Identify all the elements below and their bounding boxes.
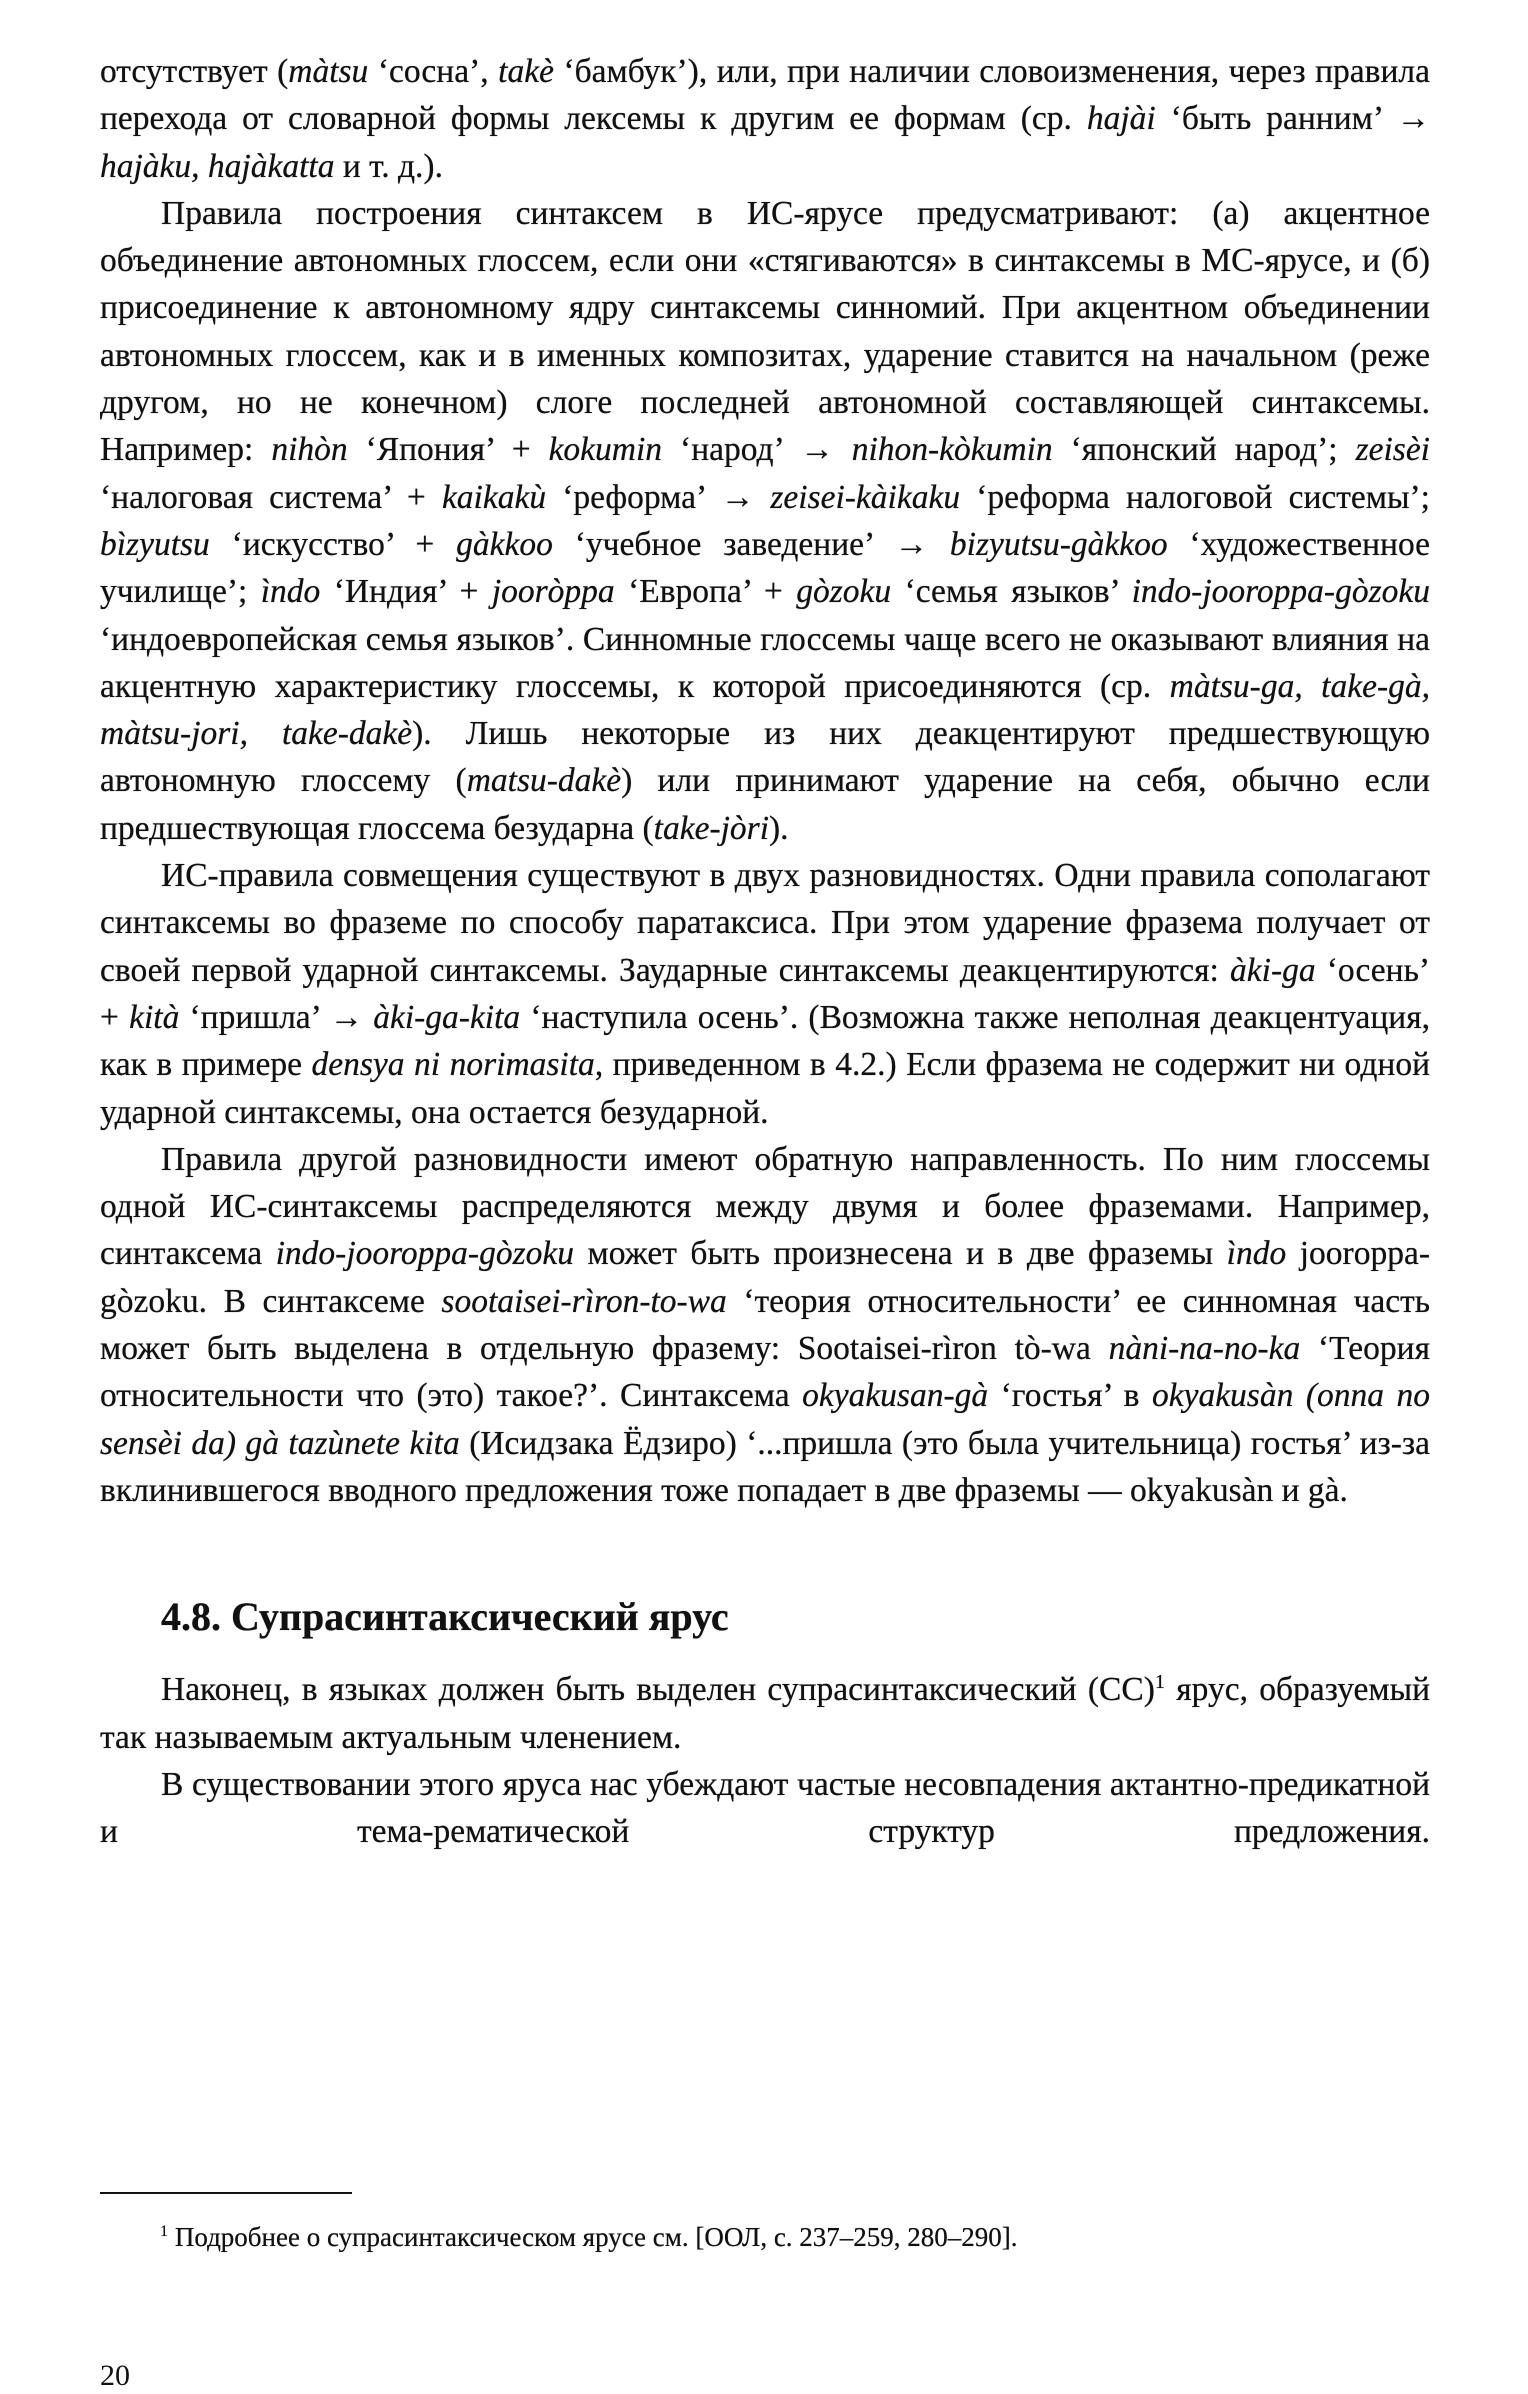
example-term: àki-ga (1230, 951, 1316, 989)
example-term: kokumin (548, 431, 663, 469)
text-run: ‘Теория относительности что (это) такое?’. Синтаксема (100, 1330, 1430, 1415)
text-run: ‘гостья’ в (988, 1377, 1152, 1415)
text-run: ‘индоевропейская семья языков’. Синномные глоссемы чаще всего не оказывают влияния на акцентную характеристику глоссемы, к которой присоединяются (ср. (100, 620, 1430, 705)
paragraph (100, 1761, 1430, 1856)
example-term: nihon-kòkumin (851, 431, 1053, 469)
text-run: ‘осень’ + (100, 951, 1431, 1036)
example-term: densya ni norimasita (311, 1046, 595, 1084)
example-term: kità (129, 998, 180, 1036)
page-number: 20 (100, 2359, 130, 2392)
example-term: sootaisei-rìron-to-wa (441, 1282, 727, 1320)
example-term: zeisèi (1355, 431, 1430, 469)
example-term: nàni-na-no-ka (1108, 1330, 1301, 1368)
text-run: отсутствует ( (100, 53, 289, 90)
footnote-ref: 1 (1154, 1671, 1165, 1694)
text-run: ‘Европа’ + (614, 573, 797, 611)
example-term: àki-ga-kita (373, 998, 521, 1036)
example-term: hajài (1086, 100, 1156, 138)
text-run: Правила другой разновидности имеют обратную направленность. По ним глоссемы одной ИС-синтаксемы распределяются между двумя и более фраземами. Например, синтаксема (100, 1140, 1430, 1273)
text-run: В существовании этого яруса нас убеждают частые несовпадения актантно-предикатной и тема-рематической структур предложения. (100, 1765, 1430, 1851)
text-run: ‘реформа налоговой системы’; (960, 478, 1430, 516)
example-term: nihòn (271, 431, 348, 469)
text-run: ). Лишь некоторые из них деакцентируют предшествующую автономную глоссему ( (100, 715, 1430, 800)
example-term: gàkkoo (456, 525, 553, 563)
paragraph (100, 190, 1430, 852)
text-run: ИС-правила совмещения существуют в двух разновидностях. Одни правила сополагают синтаксемы во фраземе по способу паратаксиса. При этом ударение фразема получает от своей первой ударной синтаксемы. Заударные синтаксемы деакцентируются: (100, 857, 1430, 989)
footnote-text: Подробнее о супрасинтаксическом ярусе см. [ООЛ, с. 237–259, 280–290]. (174, 2222, 1018, 2252)
text-run: (Исидзака Ёдзиро) ‘...пришла (это была учительница) гостья’ из-за вклинившегося вводного предложения тоже попадает в две фраземы — okyakusàn и gà. (100, 1424, 1430, 1509)
example-term: bìzyutsu (100, 525, 210, 563)
example-term: indo-jooroppa-gòzoku (1131, 573, 1430, 611)
section-heading: 4.8. Супрасинтаксический ярус (161, 1594, 729, 1640)
text-run: может быть произнесена и в две фраземы (574, 1235, 1227, 1273)
example-term: okyakusan-gà (802, 1377, 989, 1415)
text-run: jooroppa-gòzoku. В синтаксеме (100, 1235, 1430, 1320)
footnote-marker: 1 (160, 2222, 169, 2240)
example-term: gòzoku (796, 573, 892, 611)
text-run: ‘художественное училище’; (100, 525, 1430, 611)
example-term: hajàku, hajàkatta (100, 147, 335, 185)
example-term: bizyutsu-gàkkoo (949, 525, 1168, 563)
footnote (160, 2220, 1018, 2254)
example-term: matsu-dakè (466, 762, 622, 800)
example-term: ìndo (260, 573, 321, 611)
text-run: ‘учебное заведение’ → (552, 525, 950, 563)
text-run: ‘налоговая система’ + (100, 478, 442, 516)
example-term: zeisei-kàikaku (770, 478, 961, 516)
text-run: ‘быть ранним’ → (1155, 100, 1430, 138)
text-run: ‘народ’ → (662, 431, 852, 469)
text-run: ‘наступила осень’. (Возможна также неполная деакцентуация, как в примере (100, 998, 1430, 1084)
text-run: ‘сосна’, (368, 53, 499, 90)
text-run: , приведенном в 4.2.) Если фразема не содержит ни одной ударной синтаксемы, она остается безударной. (100, 1046, 1430, 1131)
paragraph (100, 1136, 1430, 1514)
paragraph (100, 48, 1430, 190)
example-term: kaikakù (441, 478, 547, 516)
example-term: jooròppa (491, 573, 615, 611)
footnote-divider (100, 2192, 352, 2194)
text-run: Наконец, в языках должен быть выделен супрасинтаксический (СС) (161, 1671, 1155, 1709)
text-run: ‘реформа’ → (546, 478, 771, 516)
text-run: ‘Япония’ + (347, 431, 549, 469)
text-run: ‘японский народ’; (1052, 431, 1356, 469)
text-run: Правила построения синтаксем в ИС-ярусе предусматривают: (а) акцентное объединение автономных глоссем, если они «стягиваются» в синтаксемы в МС-ярусе, и (б) присоединение к автономному ядру синтаксемы синномий. При акцентном объединении автономных глоссем, как и в именных композитах, ударение ставится на начальном (реже другом, но не конечном) слоге последней автономной составляющей синтаксемы. Например: (100, 194, 1430, 469)
text-run: ярус, образуемый так называемым актуальным членением. (100, 1671, 1431, 1756)
body-text (100, 48, 1430, 1514)
text-run: ). (769, 809, 789, 847)
text-run: ‘бамбук’), или, при наличии словоизменения, через правила перехода от словарной формы лексемы к другим ее формам (ср. (100, 53, 1431, 138)
text-run: ‘Индия’ + (320, 573, 492, 611)
example-term: takè (498, 53, 554, 90)
example-term: take-jòri (653, 809, 770, 847)
example-term: indo-jooroppa-gòzoku (275, 1235, 574, 1273)
paragraph (100, 852, 1430, 1136)
example-term: ìndo (1226, 1235, 1287, 1273)
text-run: ‘теория относительности’ ее синномная часть может быть выделена в отдельную фразему: Sootaisei-rìron tò-wa (100, 1282, 1431, 1368)
example-term: màtsu-ga, take-gà, màtsu-jori, take-dakè (100, 667, 1430, 753)
section-text (100, 1666, 1430, 1855)
text-run: ‘пришла’ → (179, 998, 374, 1036)
paragraph (100, 1666, 1430, 1761)
text-run: и т. д.). (334, 147, 443, 185)
example-term: màtsu (288, 53, 369, 90)
text-run: ‘искусство’ + (209, 525, 457, 563)
page-body (100, 48, 1430, 1855)
text-run: ‘семья языков’ (891, 573, 1132, 611)
text-run: ) или принимают ударение на себя, обычно если предшествующая глоссема безударна ( (100, 762, 1430, 847)
example-term: okyakusàn (onna no sensèi da) gà tazùnete kita (100, 1377, 1430, 1462)
